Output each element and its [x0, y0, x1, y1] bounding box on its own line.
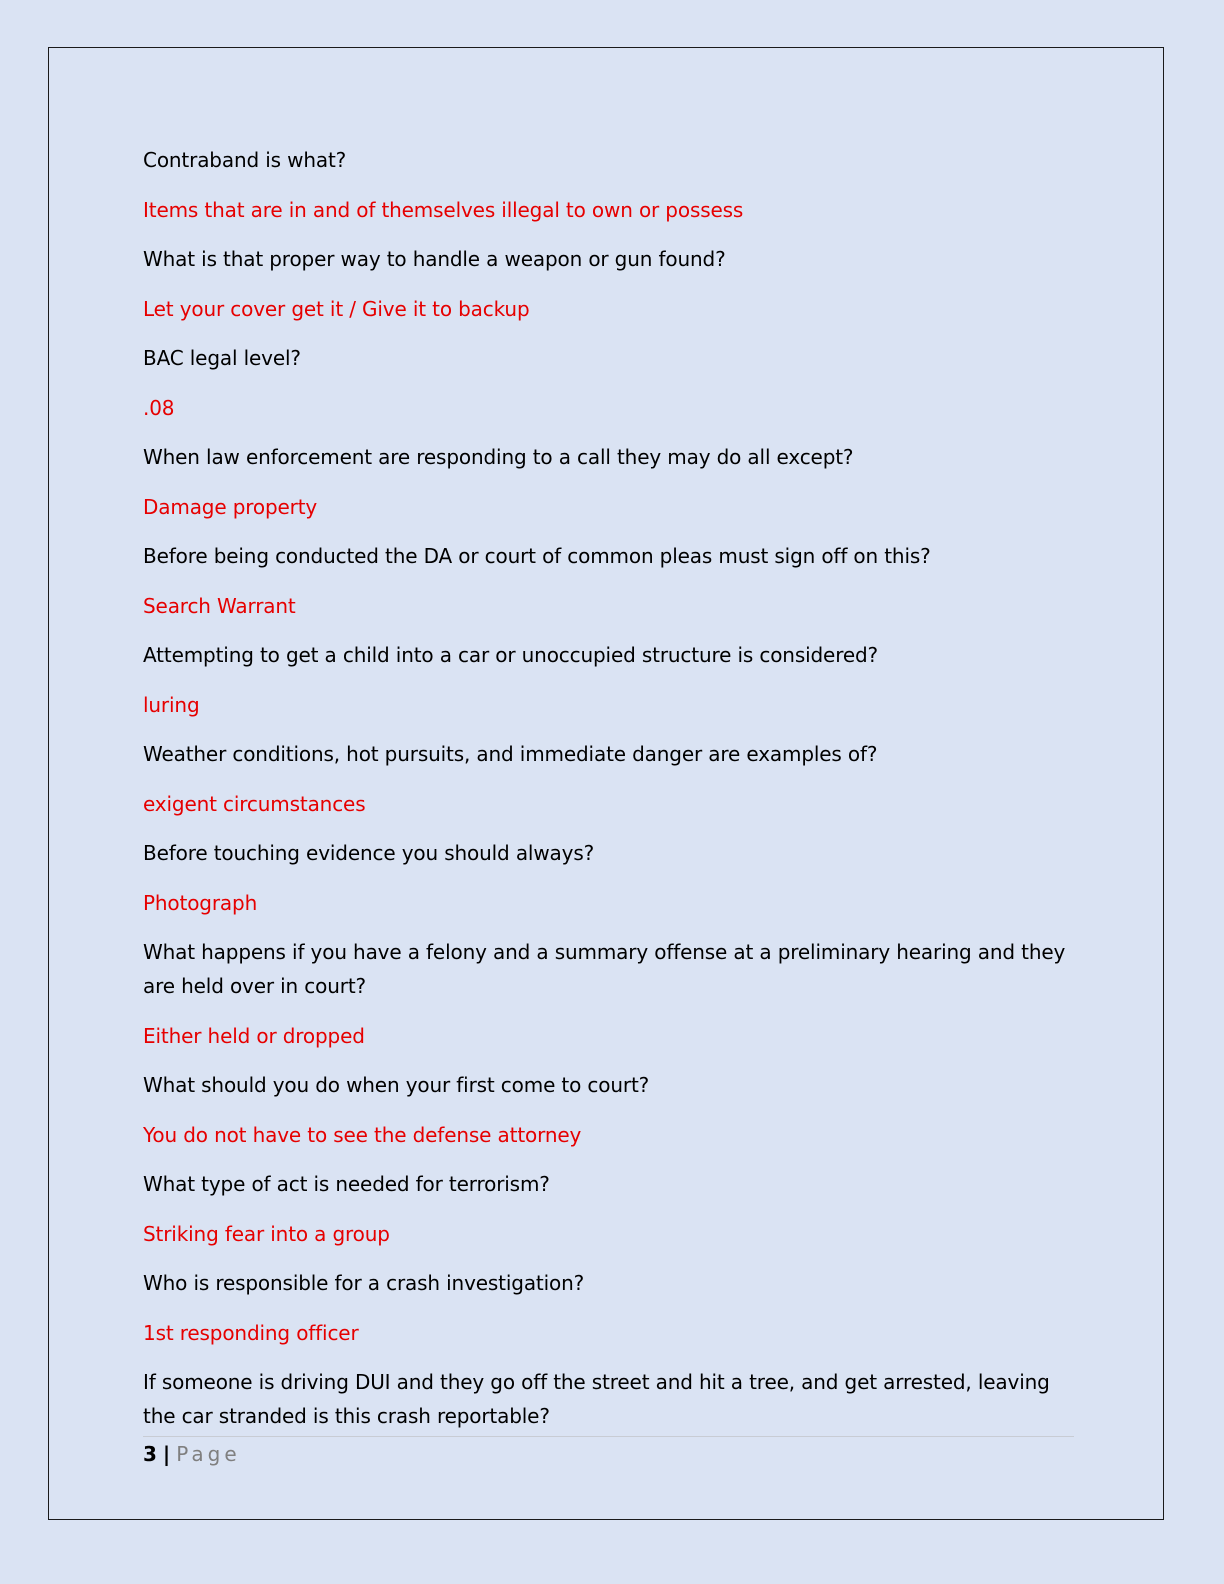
question-line: BAC legal level? — [143, 346, 301, 370]
question-line: When law enforcement are responding to a call they may do all except? — [143, 445, 854, 469]
page-footer — [143, 1440, 241, 1468]
page-label: Page — [176, 1442, 241, 1466]
question-line: Before being conducted the DA or court of common pleas must sign off on this? — [143, 544, 931, 568]
answer-line: Either held or dropped — [143, 1023, 365, 1048]
qa-list — [143, 143, 1078, 1449]
answer-line: Damage property — [143, 494, 318, 519]
answer-line: .08 — [143, 395, 175, 420]
question-line: Attempting to get a child into a car or unoccupied structure is considered? — [143, 643, 878, 667]
question-line: Who is responsible for a crash investigation? — [143, 1271, 585, 1295]
question-line: Before touching evidence you should always? — [143, 841, 595, 865]
question-line: What should you do when your first come to court? — [143, 1073, 650, 1097]
answer-line: Striking fear into a group — [143, 1221, 390, 1246]
question-line: What type of act is needed for terrorism? — [143, 1172, 550, 1196]
answer-line: luring — [143, 692, 200, 717]
question-line: What happens if you have a felony and a summary offense at a preliminary hearing and they are held over in court? — [143, 940, 1066, 998]
footer-separator: | — [162, 1442, 171, 1466]
question-line: Contraband is what? — [143, 148, 347, 172]
footer-divider — [143, 1436, 1074, 1437]
answer-line: 1st responding officer — [143, 1320, 359, 1345]
answer-line: Let your cover get it / Give it to backup — [143, 296, 530, 321]
answer-line: You do not have to see the defense attorney — [143, 1122, 582, 1147]
answer-line: Items that are in and of themselves illegal to own or possess — [143, 197, 744, 222]
question-line: What is that proper way to handle a weapon or gun found? — [143, 247, 726, 271]
question-line: If someone is driving DUI and they go off the street and hit a tree, and get arrested, leaving the car stranded is this crash reportable? — [143, 1370, 1050, 1428]
answer-line: Photograph — [143, 890, 258, 915]
question-line: Weather conditions, hot pursuits, and immediate danger are examples of? — [143, 742, 878, 766]
answer-line: exigent circumstances — [143, 791, 366, 816]
page-number: 3 — [143, 1442, 157, 1466]
answer-line: Search Warrant — [143, 593, 296, 618]
